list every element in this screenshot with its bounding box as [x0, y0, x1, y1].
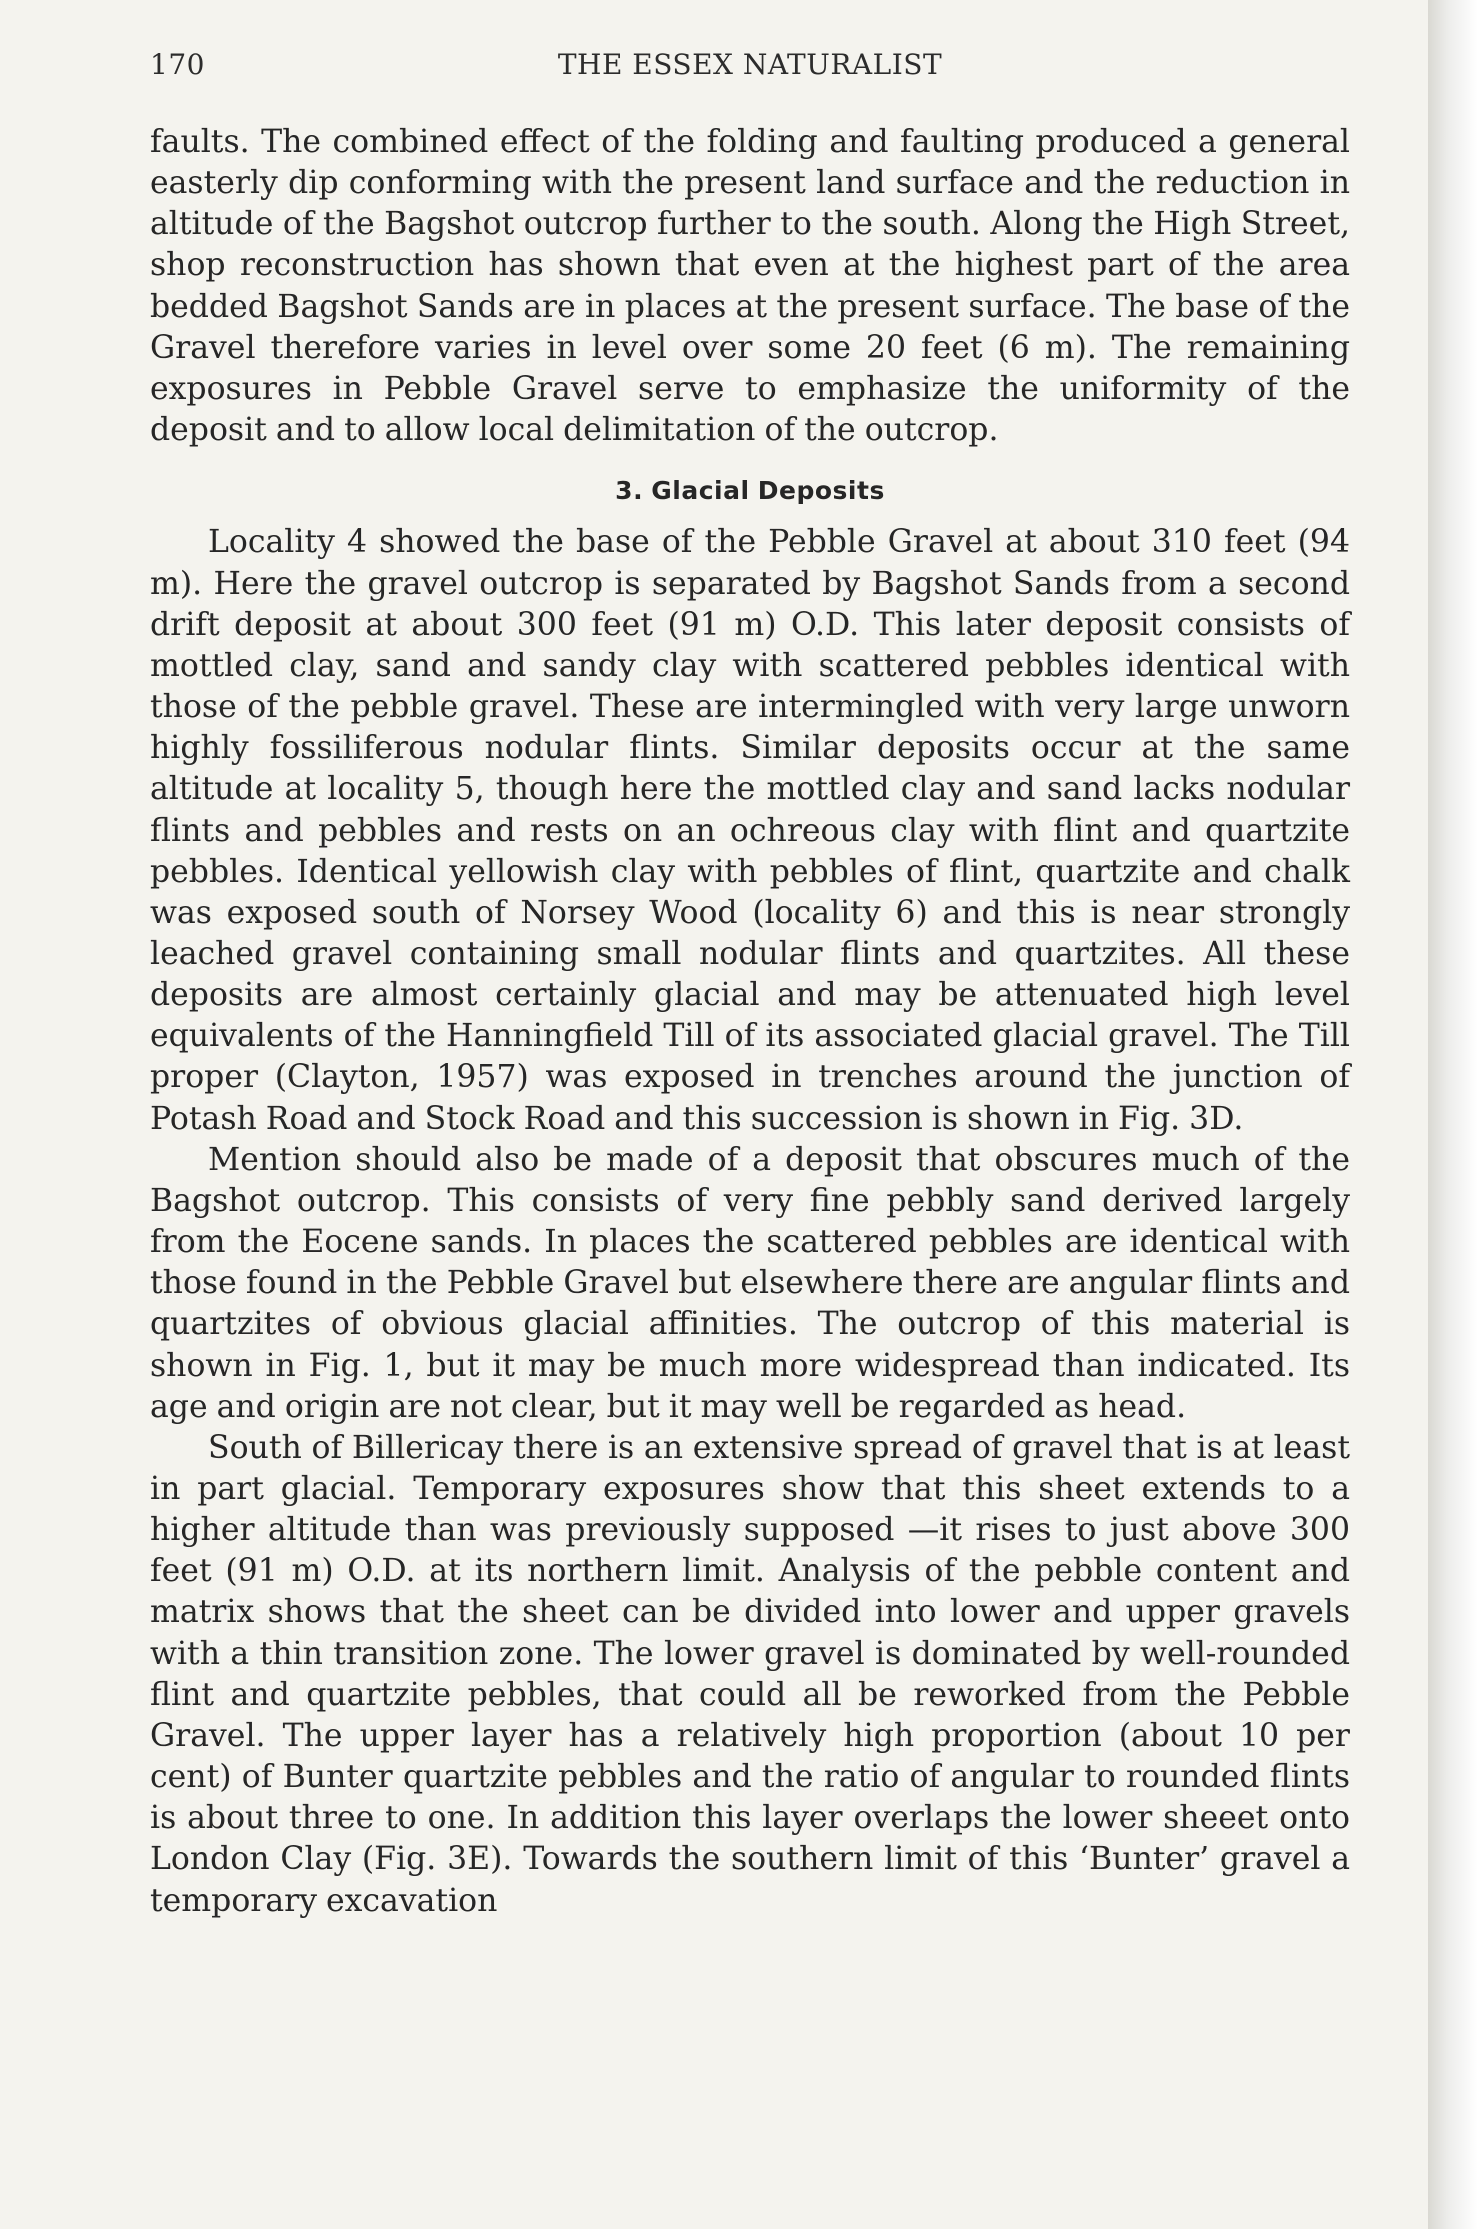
- paragraph-continued: faults. The combined effect of the folding and faulting produced a general easterly dip conforming with the present land surface and the reduction in altitude of the Bagshot outcrop further to the south. Along the High Street, shop reconstruction has shown that even at the highest part of the area bedded Bagshot Sands are in places at the present surface. The base of the Gravel therefore varies in level over some 20 feet (6 m). The remaining exposures in Pebble Gravel serve to emphasize the uniformity of the deposit and to allow local delimitation of the outcrop.: [150, 124, 1350, 449]
- page-number: 170: [150, 48, 205, 81]
- paragraph: Locality 4 showed the base of the Pebble Gravel at about 310 feet (94 m). Here the gravel outcrop is separated by Bagshot Sands from a second drift deposit at about 300 feet (91 m) O.D. This later deposit consists of mottled clay, sand and sandy clay with scattered pebbles identical with those of the pebble gravel. These are intermingled with very large unworn highly fossiliferous nodular flints. Similar deposits occur at the same altitude at locality 5, though here the mottled clay and sand lacks nodular flints and pebbles and rests on an ochreous clay with flint and quartzite pebbles. Identical yellowish clay with pebbles of flint, quartzite and chalk was exposed south of Norsey Wood (locality 6) and this is near strongly leached gravel containing small nodular flints and quartzites. All these deposits are almost certainly glacial and may be attenuated high level equivalents of the Hanningfield Till of its associated glacial gravel. The Till proper (Clayton, 1957) was exposed in trenches around the junction of Potash Road and Stock Road and this succession is shown in Fig. 3D.: [150, 524, 1350, 1137]
- paragraph: South of Billericay there is an extensive spread of gravel that is at least in part glacial. Temporary exposures show that this sheet extends to a higher altitude than was previously supposed —it rises to just above 300 feet (91 m) O.D. at its northern limit. Analysis of the pebble content and matrix shows that the sheet can be divided into lower and upper gravels with a thin transition zone. The lower gravel is dominated by well-rounded flint and quartzite pebbles, that could all be reworked from the Pebble Gravel. The upper layer has a relatively high proportion (about 10 per cent) of Bunter quartzite pebbles and the ratio of angular to rounded flints is about three to one. In addition this layer overlaps the lower sheeet onto London Clay (Fig. 3E). Towards the southern limit of this ‘Bunter’ gravel a temporary excavation: [150, 1429, 1350, 1919]
- section-heading: 3. Glacial Deposits: [615, 476, 885, 506]
- body-text: [150, 122, 1350, 1922]
- page-header: [150, 48, 1350, 88]
- page-edge: [1428, 0, 1478, 2229]
- running-head: THE ESSEX NATURALIST: [557, 48, 943, 81]
- paragraph: Mention should also be made of a deposit that obscures much of the Bagshot outcrop. This consists of very fine pebbly sand derived largely from the Eocene sands. In places the scattered pebbles are identical with those found in the Pebble Gravel but elsewhere there are angular flints and quartzites of obvious glacial affinities. The outcrop of this material is shown in Fig. 1, but it may be much more widespread than indicated. Its age and origin are not clear, but it may well be regarded as head.: [150, 1141, 1350, 1425]
